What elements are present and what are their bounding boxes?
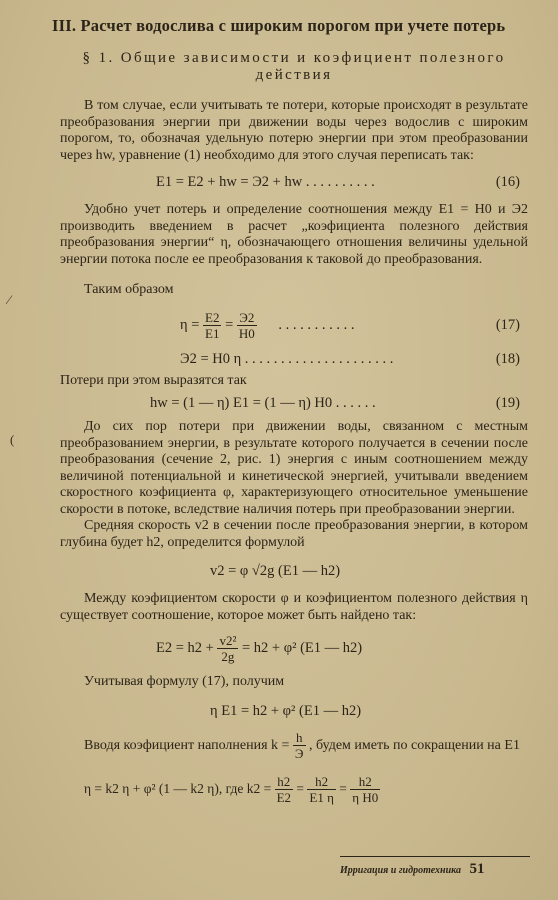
margin-tick-mark: ⁄: [8, 292, 11, 307]
frac-top: h2: [275, 774, 293, 790]
frac-bottom: H0: [238, 325, 255, 341]
frac-bottom: E1: [205, 325, 220, 341]
frac-bottom: 2g: [221, 649, 235, 665]
equation-16-number: (16): [495, 174, 520, 190]
equation-e2-fraction: [217, 633, 238, 664]
frac-top: v2²: [219, 633, 237, 649]
paragraph-9-end: , будем иметь по сокращении на E1: [309, 737, 520, 753]
frac-top: h2: [307, 774, 336, 790]
equation-e2-lhs: E2 = h2 +: [156, 640, 214, 656]
equation-18-body: Э2 = H0 η . . . . . . . . . . . . . . . . . . . . .: [180, 350, 394, 367]
equation-eta-e1-body: η E1 = h2 + φ² (E1 — h2): [210, 702, 362, 719]
equation-final-fraction-1: [275, 774, 293, 805]
frac-bottom: η H0: [352, 789, 379, 805]
equation-final: η = k2 η + φ² (1 — k2 η), где k2 = $\frac{h2}{E2}$ = $\frac{h2}{E1 \eta}$ = $\frac{h2}{\text{η H0}}$: [84, 773, 379, 805]
equation-final-fraction-2: [307, 774, 336, 805]
equation-17-equals: =: [225, 316, 234, 333]
equation-v2-body: v2 = φ √2g (E1 — h2): [210, 563, 341, 579]
frac-top: E2: [205, 309, 220, 325]
equation-16-body: E1 = E2 + hw = Э2 + hw . . . . . . . . . .: [156, 174, 375, 190]
journal-name: Ирригация и гидротехника: [340, 865, 461, 876]
equation-18-number: (18): [495, 350, 520, 367]
equation-e2: [156, 628, 528, 668]
paragraph-6: Средняя скорость v2 в сечении после преобразования энергии, в котором глубина будет h2, определится формулой: [60, 518, 528, 550]
frac-bottom: E2: [276, 789, 292, 805]
page-number: 51: [469, 861, 485, 877]
frac-top: h: [293, 730, 306, 746]
frac-top: h2: [350, 774, 380, 790]
margin-bracket-mark: (: [10, 432, 15, 447]
equation-17-number: (17): [495, 316, 520, 333]
equation-17-fraction-1: [203, 310, 221, 341]
equation-v2: [210, 561, 528, 581]
paragraph-4: Потери при этом выразятся так: [60, 372, 247, 388]
paragraph-1: В том случае, если учитывать те потери, которые происходят в результате преобразования энергии при движении воды через водослив с широким порогом, то, обозначая удельную потерю энергии при этом преобразовании через hw, уравнение (1) необходимо для этого случая переписать так:: [60, 98, 528, 163]
section-title: § 1. Общие зависимости и коэфициент полезного действия: [82, 50, 506, 83]
equation-17-dots: . . . . . . . . . . .: [278, 316, 355, 333]
equation-final-lhs: η = k2 η + φ² (1 — k2 η), где k2 =: [84, 780, 272, 796]
page-footer: [340, 856, 530, 878]
chapter-title: III. Расчет водослива с широким порогом при учете потерь: [52, 16, 506, 35]
equation-final-fraction-3: [350, 774, 380, 805]
frac-bottom: Э: [294, 745, 304, 761]
equation-17: [180, 305, 528, 345]
frac-top: Э2: [237, 310, 257, 326]
k-fraction: [293, 730, 306, 761]
equation-e2-rhs: = h2 + φ² (E1 — h2): [242, 640, 363, 656]
paragraph-2: Удобно учет потерь и определение соотношения между E1 = H0 и Э2 производить введением в расчет „коэфициента полезного действия преобразования энергии“ η, обозначающего отношения величины удельной энергии потока после ее преобразования к таковой до преобразования.: [60, 202, 528, 267]
equation-19-number: (19): [495, 395, 520, 411]
paragraph-9-start: Вводя коэфициент наполнения k =: [84, 737, 290, 753]
frac-bottom: E1 η: [309, 789, 334, 805]
equation-18: [180, 349, 528, 369]
equation-eta-e1: [210, 701, 528, 721]
equation-16: [156, 172, 528, 192]
paragraph-3: Таким образом: [84, 282, 174, 297]
paragraph-8: Учитывая формулу (17), получим: [84, 674, 285, 689]
equation-17-fraction-2: [237, 310, 257, 341]
paragraph-7: Между коэфициентом скорости φ и коэфициентом полезного действия η существует соотношение, которое может быть найдено так:: [60, 591, 528, 623]
paragraph-5: До сих пор потери при движении воды, связанном с местным преобразованием энергии, в результате которого получается в сечении после преобразования (сечение 2, рис. 1) энергия с иным соотношением между величиной потенциальной и кинетической энергией, учитывали введением скоростного коэфициента φ, характеризующего относительное уменьшение скорости в потоке, вследствие наличия потерь при преобразовании энергии.: [60, 419, 528, 517]
equation-19: [150, 393, 528, 413]
paragraph-9: [60, 727, 528, 765]
equation-19-body: hw = (1 — η) E1 = (1 — η) H0 . . . . . .: [150, 395, 376, 411]
equation-17-lhs: η =: [180, 316, 200, 333]
